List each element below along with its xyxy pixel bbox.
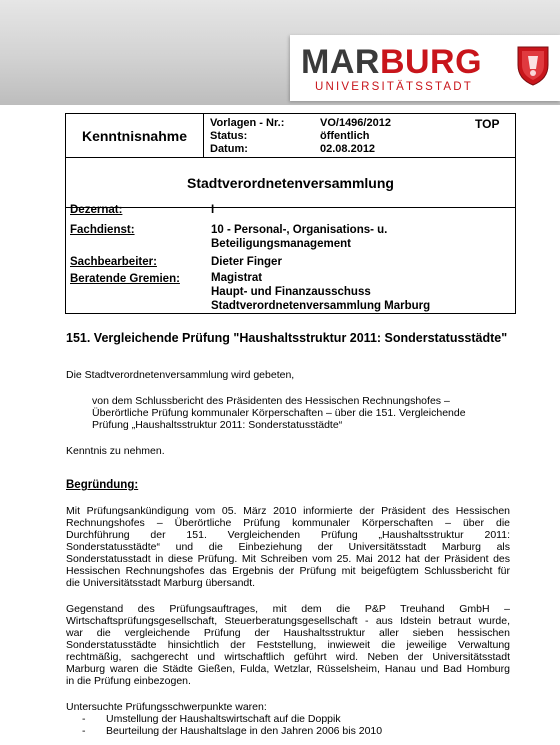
coat-of-arms-icon <box>516 43 550 87</box>
dezernat-value: I <box>211 204 215 216</box>
indent-line-3: Prüfung „Haushaltsstruktur 2011: Sonderstatusstädte“ <box>92 419 343 431</box>
para2-line-6: Marburg waren die Städte Gießen, Fulda, Wetzlar, Rüsselsheim, Hanau und Bad Homburg <box>66 663 510 675</box>
para2-line-5: rechtmäßig, sachgerecht und wirtschaftlich geführt wird. Neben der Universitätsstadt <box>66 651 510 663</box>
document-reference-block <box>204 114 515 158</box>
fachdienst-value-line1: 10 - Personal-, Organisations- u. <box>211 224 388 236</box>
fachdienst-value-line2: Beteiligungsmanagement <box>211 238 351 250</box>
beratende-gremium-1: Magistrat <box>211 272 263 284</box>
city-logo <box>290 35 560 101</box>
para2-line-1: Gegenstand des Prüfungsauftrages, mit dem die P&P Treuhand GmbH – <box>66 603 510 615</box>
dezernat-label: Dezernat: <box>70 204 123 216</box>
beratende-gremium-3: Stadtverordnetenversammlung Marburg <box>211 300 431 312</box>
bullet-marker: - <box>82 713 86 725</box>
sachbearbeiter-label: Sachbearbeiter: <box>70 256 157 268</box>
vorlagen-value: VO/1496/2012 <box>320 117 391 129</box>
logo-subtitle: UNIVERSITÄTSSTADT <box>315 81 473 93</box>
datum-value: 02.08.2012 <box>320 143 376 155</box>
para2-line-3: war die vergleichende Prüfung der Haushaltsstruktur aller sieben hessischen <box>66 627 510 639</box>
begruendung-heading: Begründung: <box>66 479 139 491</box>
para2-line-4: Sonderstatusstädte hinsichtlich der Feststellung, inwieweit die jeweilige Verwaltung <box>66 639 510 651</box>
para1-line-2: Rechnungshofes – Überörtliche Prüfung kommunaler Körperschaften – über die <box>66 517 510 529</box>
intro-text: Die Stadtverordnetenversammlung wird gebeten, <box>66 369 295 381</box>
para1-line-5: Sonderstatusstadt in diese Prüfung. Mit Schreiben vom 25. Mai 2012 hat der Präsident des <box>66 553 510 565</box>
logo-wordmark: MARBURG <box>301 43 483 81</box>
top-label: TOP <box>475 117 500 131</box>
status-label: Status: <box>210 130 248 142</box>
indent-line-2: Überörtliche Prüfung kommunaler Körperschaften – über die 151. Vergleichende <box>92 407 466 419</box>
indent-line-1: von dem Schlussbericht des Präsidenten des Hessischen Rechnungshofes – <box>92 395 450 407</box>
para1-line-3: Durchführung der 151. Vergleichenden Prüfung „Haushaltsstruktur 2011: <box>66 529 510 541</box>
datum-label: Datum: <box>210 143 248 155</box>
document-type: Kenntnisnahme <box>66 114 204 158</box>
closing-text: Kenntnis zu nehmen. <box>66 445 165 457</box>
beratende-gremien-label: Beratende Gremien: <box>70 273 180 285</box>
para2-line-2: Wirtschaftsprüfungsgesellschaft, Steuerberatungsgesellschaft - aus Idstein betraut wurde, <box>66 615 510 627</box>
para1-line-7: die Universitätsstadt Marburg übersandt. <box>66 577 256 589</box>
sachbearbeiter-value: Dieter Finger <box>211 256 282 268</box>
status-value: öffentlich <box>320 130 370 142</box>
beratende-gremium-2: Haupt- und Finanzausschuss <box>211 286 371 298</box>
gremium-title: Stadtverordnetenversammlung <box>66 158 515 208</box>
document-meta-table <box>65 113 516 314</box>
bullet-marker: - <box>82 725 86 737</box>
document-subject: 151. Vergleichende Prüfung "Haushaltsstruktur 2011: Sonderstatusstädte" <box>66 331 508 345</box>
bullet-item-2: Beurteilung der Haushaltslage in den Jahren 2006 bis 2010 <box>106 725 383 737</box>
para1-line-1: Mit Prüfungsankündigung vom 05. März 2010 informierte der Präsident des Hessischen <box>66 505 510 517</box>
fachdienst-label: Fachdienst: <box>70 224 135 236</box>
focus-intro: Untersuchte Prüfungsschwerpunkte waren: <box>66 701 267 713</box>
para1-line-6: Hessischen Rechnungshofes das Ergebnis der Prüfung mit beigefügtem Schlussbericht für <box>66 565 510 577</box>
vorlagen-label: Vorlagen - Nr.: <box>210 117 285 129</box>
para2-line-7: in die Prüfung einbezogen. <box>66 675 191 687</box>
para1-line-4: Sonderstatusstädte“ und die Einbeziehung der Universitätsstadt Marburg als <box>66 541 510 553</box>
bullet-item-1: Umstellung der Haushaltswirtschaft auf die Doppik <box>106 713 341 725</box>
